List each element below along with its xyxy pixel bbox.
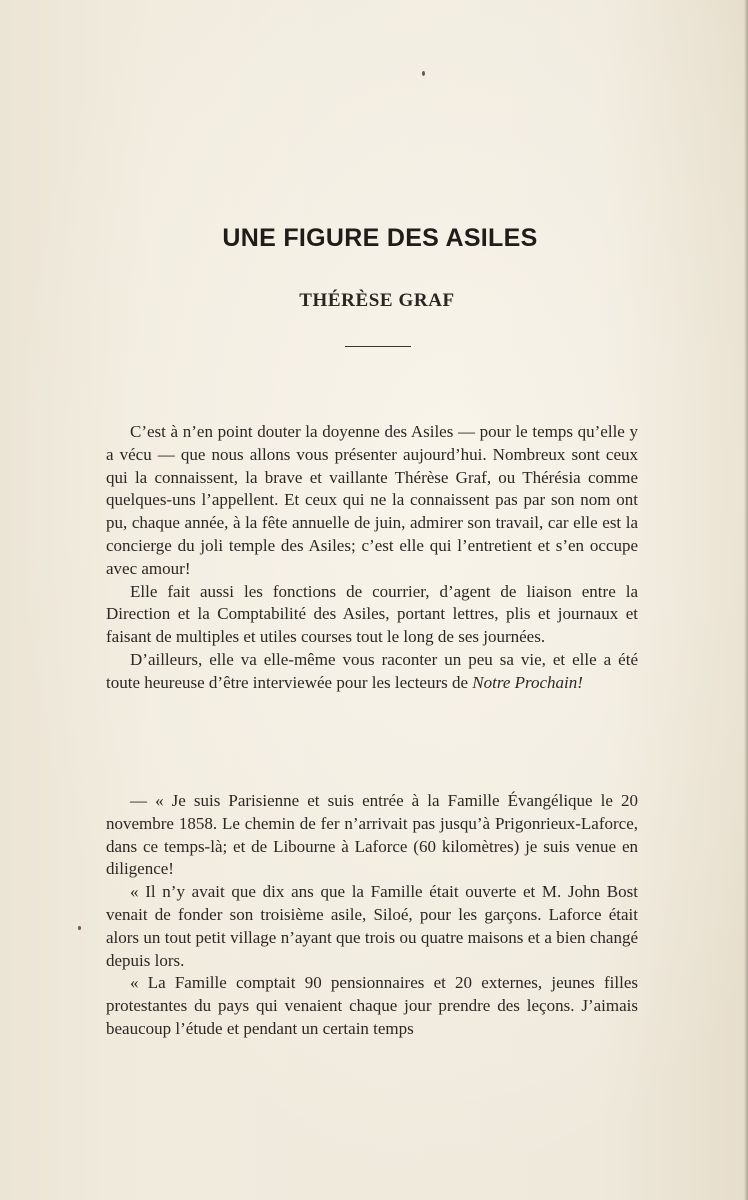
- intro-paragraph-1: C’est à n’en point douter la doyenne des Asiles — pour le temps qu’elle y a vécu — que nous allons vous présenter aujourd’hui. Nombreux sont ceux qui la connaissent, la brave et vaillante Thérèse Graf, ou Thérésia comme quelques-uns l’appellent. Et ceux qui ne la connaissent pas par son nom ont pu, chaque année, à la fête annuelle de juin, admirer son travail, car elle est la concierge du joli temple des Asiles; c’est elle qui l’entretient et s’en occupe avec amour!: [106, 422, 638, 578]
- article-title: UNE FIGURE DES ASILES: [222, 224, 538, 252]
- intro-paragraph-3-text: D’ailleurs, elle va elle-même vous raconter un peu sa vie, et elle a été toute heureuse d’être interviewée pour les lecteurs de: [106, 649, 638, 692]
- article-subtitle: THÉRÈSE GRAF: [299, 290, 455, 311]
- ink-speck: [422, 71, 425, 76]
- interview-paragraph-3: « La Famille comptait 90 pensionnaires et 20 externes, jeunes filles protestantes du pays qui venaient chaque jour prendre des leçons. J’aimais beaucoup l’étude et pendant un certain temps: [106, 973, 638, 1038]
- intro-section: [106, 421, 638, 695]
- ink-speck: [78, 926, 81, 930]
- title-divider: [345, 346, 411, 347]
- page-edge-shadow: [744, 0, 748, 1200]
- interview-paragraph-2: « Il n’y avait que dix ans que la Famille était ouverte et M. John Bost venait de fonder son troisième asile, Siloé, pour les garçons. Laforce était alors un tout petit village n’ayant que trois ou quatre maisons et a bien changé depuis lors.: [106, 882, 638, 970]
- interview-section: [106, 790, 638, 1041]
- intro-paragraph-2: Elle fait aussi les fonctions de courrier, d’agent de liaison entre la Direction et la Comptabilité des Asiles, portant lettres, plis et journaux et faisant de multiples et utiles courses tout le long de ses journées.: [106, 581, 638, 647]
- interview-paragraph-1: — « Je suis Parisienne et suis entrée à la Famille Évangélique le 20 novembre 1858. Le chemin de fer n’arrivait pas jusqu’à Prigonrieux-Laforce, dans ce temps-là; et de Libourne à Laforce (60 kilomètres) je suis venue en diligence!: [106, 791, 638, 879]
- intro-paragraph-3: [106, 649, 638, 695]
- journal-name: Notre Prochain!: [472, 672, 583, 692]
